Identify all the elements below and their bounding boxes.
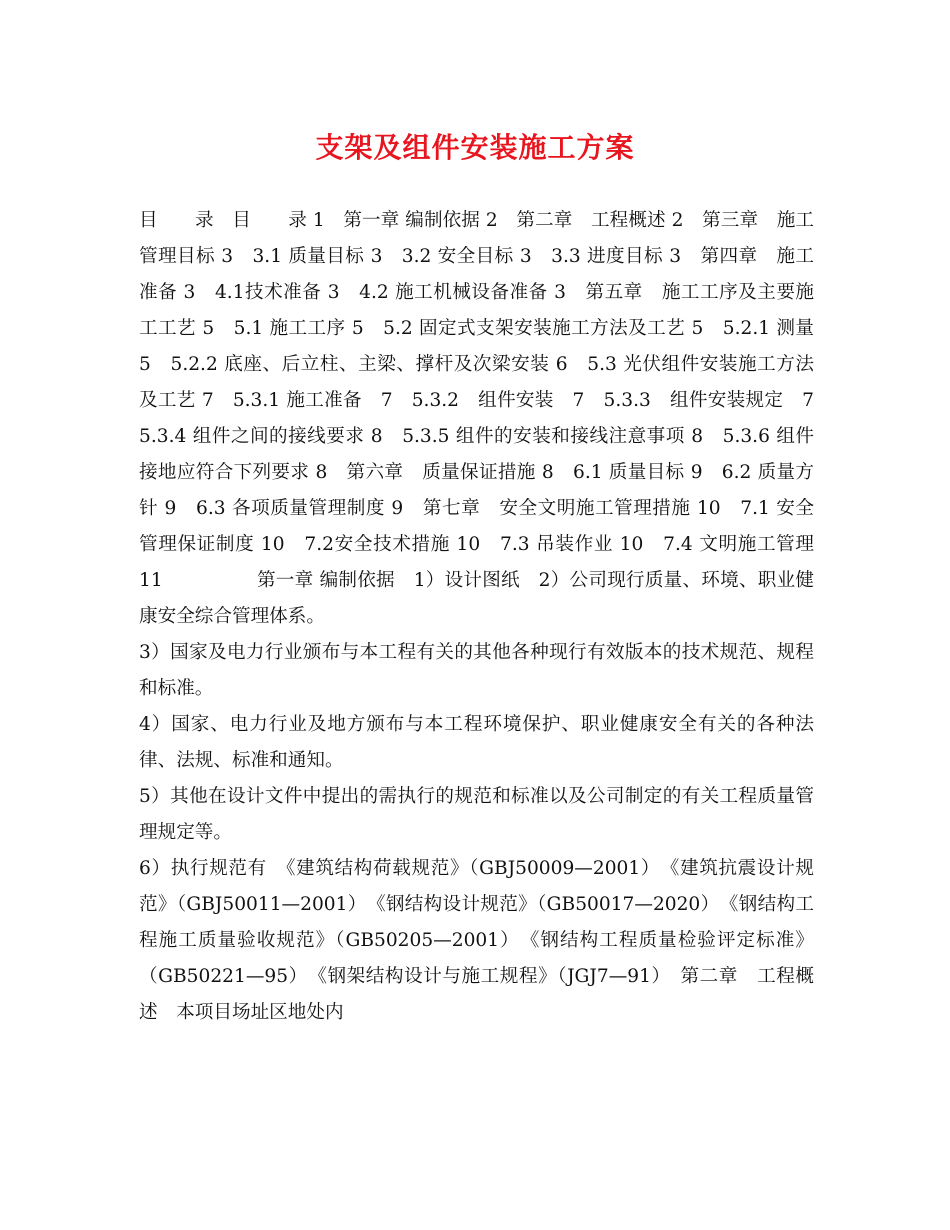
paragraph-item-4: 4）国家、电力行业及地方颁布与本工程环境保护、职业健康安全有关的各种法律、法规、标准和通知。 xyxy=(139,714,814,771)
paragraph-item-3: 3）国家及电力行业颁布与本工程有关的其他各种现行有效版本的技术规范、规程和标准。 xyxy=(139,642,814,699)
paragraph-item-6: 6）执行规范有 《建筑结构荷载规范》（GBJ50009—2001） 《建筑抗震设计规范》（GBJ50011—2001） 《钢结构设计规范》（GB50017—2020） 《钢结构工程施工质量验收规范》（GB50205—2001） 《钢结构工程质量检验评定标准》（GB50221—95） 《钢架结构设计与施工规程》（JGJ7—91） 第二章 工程概述 本项目场址区地处内 xyxy=(139,858,814,1023)
paragraph-item-5: 5）其他在设计文件中提出的需执行的规范和标准以及公司制定的有关工程质量管理规定等。 xyxy=(139,786,814,843)
paragraph-toc: 目 录 目 录 1 第一章 编制依据 2 第二章 工程概述 2 第三章 施工管理目标 3 3.1 质量目标 3 3.2 安全目标 3 3.3 进度目标 3 第四章 施工准备 3 4.1技术准备 3 4.2 施工机械设备准备 3 第五章 施工工序及主要施工工艺 5 5.1 施工工序 5 5.2 固定式支架安装施工方法及工艺 5 5.2.1 测量 5 5.2.2 底座、后立柱、主梁、撑杆及次梁安装 6 5.3 光伏组件安装施工方法及工艺 7 5.3.1 施工准备 7 5.3.2 组件安装 7 5.3.3 组件安装规定 7 5.3.4 组件之间的接线要求 8 5.3.5 组件的安装和接线注意事项 8 5.3.6 组件接地应符合下列要求 8 第六章 质量保证措施 8 6.1 质量目标 9 6.2 质量方针 9 6.3 各项质量管理制度 9 第七章 安全文明施工管理措施 10 7.1 安全管理保证制度 10 7.2安全技术措施 10 7.3 吊装作业 10 7.4 文明施工管理 11 第一章 编制依据 1）设计图纸 2）公司现行质量、环境、职业健康安全综合管理体系。 xyxy=(139,210,833,627)
document-body xyxy=(139,203,833,1031)
document-title: 支架及组件安装施工方案 xyxy=(315,131,635,164)
